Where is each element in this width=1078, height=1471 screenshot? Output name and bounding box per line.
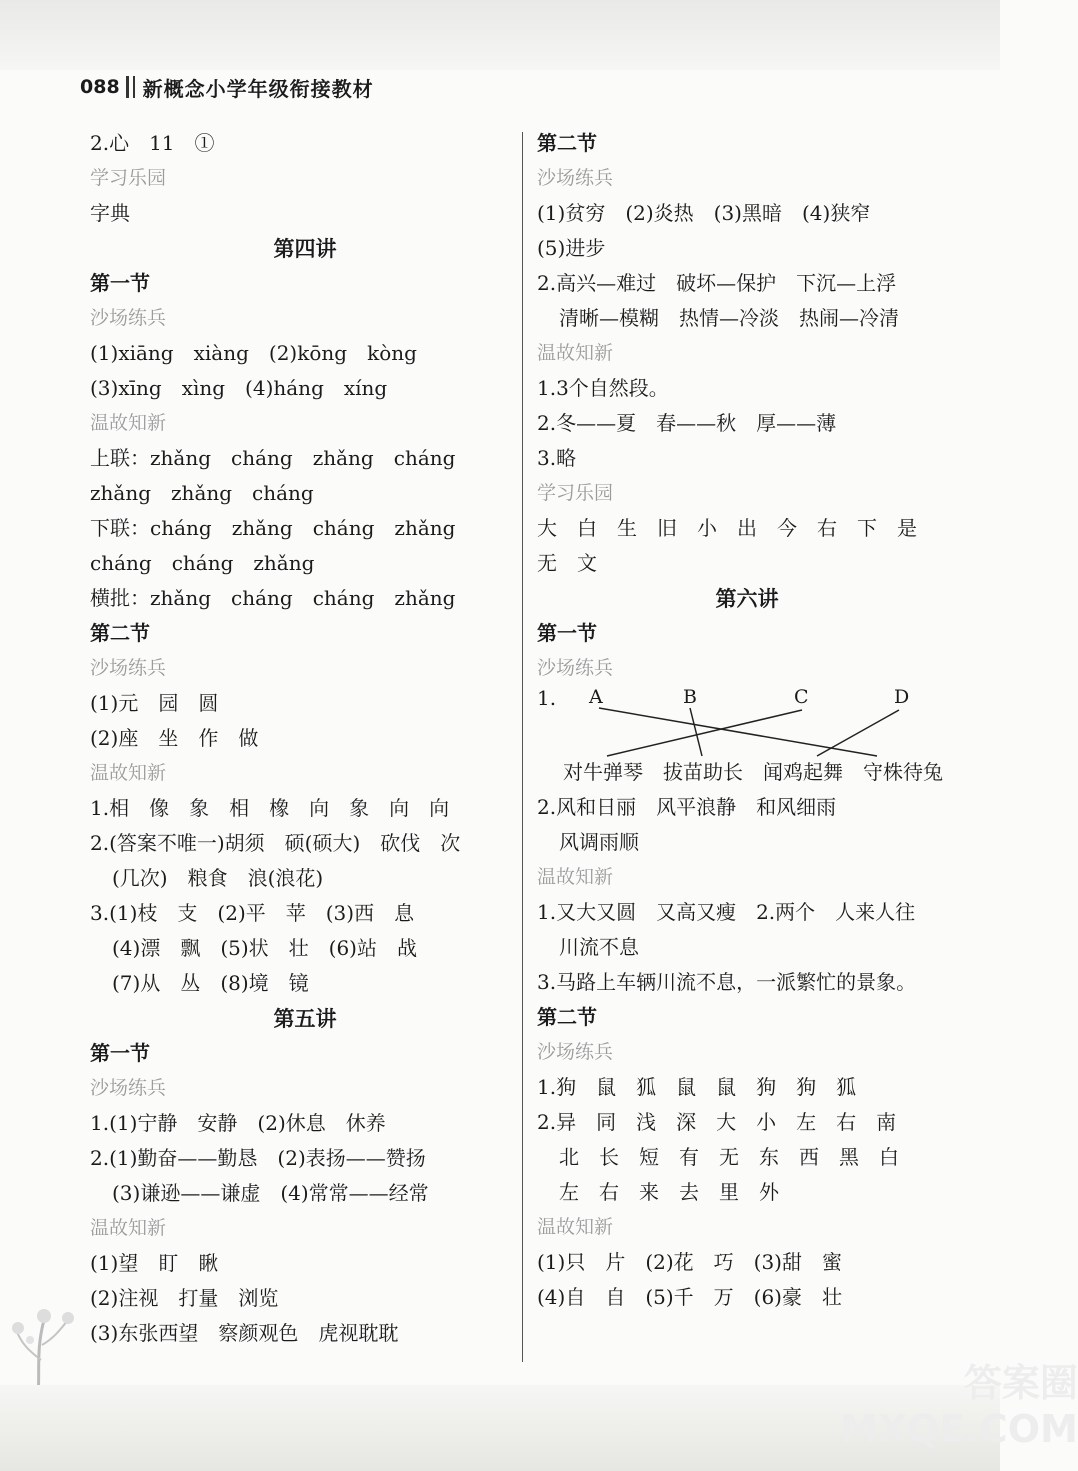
left-lines-line: (4)漂 飘 (5)状 壮 (6)站 战 — [112, 936, 417, 960]
right-top-line: 第二节 — [537, 131, 597, 155]
left-lines-line: 第五讲 — [273, 1006, 337, 1031]
right-top-line: 学习乐园 — [537, 482, 614, 504]
right-bottom-line: 1.狗 鼠 狐 鼠 鼠 狗 狗 狐 — [537, 1075, 857, 1099]
right-bottom-line: 温故知新 — [537, 1216, 614, 1238]
right-top-line: 无 文 — [537, 551, 597, 575]
left-lines-line: 第四讲 — [273, 236, 337, 261]
left-lines-line: (1)元 园 圆 — [90, 691, 219, 715]
right-top-line: 清晰—模糊 热情—冷淡 热闹—冷清 — [559, 306, 899, 330]
right-bottom-block — [537, 790, 957, 1315]
watermark-line2: MXQE.COM — [840, 1407, 1078, 1451]
right-bottom-line: 北 长 短 有 无 东 西 黑 白 — [559, 1145, 899, 1169]
top-decoration — [0, 0, 1000, 70]
right-top-line: 第一节 — [537, 621, 597, 645]
right-bottom-line: 2.风和日丽 风平浪静 和风细雨 — [537, 795, 837, 819]
left-lines-line: 第一节 — [90, 1041, 150, 1065]
left-lines-line: 2.心 11 ① — [90, 131, 215, 155]
right-top-line: 3.略 — [537, 446, 577, 470]
right-bottom-line: 2.异 同 浅 深 大 小 左 右 南 — [537, 1110, 897, 1134]
left-lines-line: (2)注视 打量 浏览 — [90, 1286, 279, 1310]
right-bottom-line: 左 右 来 去 里 外 — [559, 1180, 779, 1204]
left-lines-line: (1)xiāng xiàng (2)kōng kòng — [90, 341, 417, 365]
left-lines-line: 1.相 像 象 相 橡 向 象 向 向 — [90, 796, 450, 820]
header-divider — [126, 76, 129, 98]
left-lines-line: 3.(1)枝 支 (2)平 苹 (3)西 息 — [90, 901, 415, 925]
right-bottom-line: 风调雨顺 — [559, 830, 639, 854]
right-bottom-line: 3.马路上车辆川流不息，一派繁忙的景象。 — [537, 970, 917, 994]
right-top-line: 2.冬——夏 春——秋 厚——薄 — [537, 411, 837, 435]
right-bottom-line: 沙场练兵 — [537, 1041, 614, 1063]
right-top-line: 大 白 生 旧 小 出 今 右 下 是 — [537, 516, 917, 540]
right-top-line: (1)贫穷 (2)炎热 (3)黑暗 (4)狭窄 — [537, 201, 871, 225]
left-lines-line: 学习乐园 — [90, 167, 167, 189]
left-lines-line: 沙场练兵 — [90, 1077, 167, 1099]
left-lines-line: 横批：zhǎng cháng cháng zhǎng — [90, 586, 456, 610]
left-lines-line: 第二节 — [90, 621, 150, 645]
right-top-line: (5)进步 — [537, 236, 606, 260]
left-lines-line: cháng cháng zhǎng — [90, 551, 315, 575]
left-lines-line: 温故知新 — [90, 762, 167, 784]
book-title: 新概念小学年级衔接教材 — [142, 76, 374, 101]
watermark — [840, 1360, 1078, 1452]
left-lines-line: (1)望 盯 瞅 — [90, 1251, 219, 1275]
left-lines-line: (3)东张西望 察颜观色 虎视耽耽 — [90, 1321, 399, 1345]
left-lines-line: 上联：zhǎng cháng zhǎng cháng — [90, 446, 456, 470]
left-lines-line: (7)从 丛 (8)境 镜 — [112, 971, 309, 995]
right-top-line: 第六讲 — [715, 586, 779, 611]
idiom-matching-exercise — [537, 686, 957, 790]
right-bottom-line: 温故知新 — [537, 866, 614, 888]
tree-decoration-icon — [8, 1290, 88, 1400]
matching-index: 1. — [537, 686, 557, 710]
watermark-line1: 答案圈 — [963, 1361, 1078, 1405]
left-lines-line: 下联：cháng zhǎng cháng zhǎng — [90, 516, 456, 540]
left-lines-line: 2.(答案不唯一)胡须 硕(硕大) 砍伐 次 — [90, 831, 461, 855]
left-lines-line: 沙场练兵 — [90, 307, 167, 329]
left-lines-line: zhǎng zhǎng cháng — [90, 481, 314, 505]
right-bottom-line: (1)只 片 (2)花 巧 (3)甜 蜜 — [537, 1250, 842, 1274]
right-top-line: 1.3个自然段。 — [537, 376, 669, 400]
match-letter-d: D — [894, 686, 910, 708]
column-divider — [522, 132, 523, 1362]
page-header — [80, 70, 374, 104]
right-top-line: 2.高兴—难过 破坏—保护 下沉—上浮 — [537, 271, 897, 295]
right-bottom-line: (4)自 自 (5)千 万 (6)豪 壮 — [537, 1285, 842, 1309]
left-lines-line: (2)座 坐 作 做 — [90, 726, 259, 750]
right-column — [537, 126, 957, 1315]
match-letter-a: A — [589, 686, 603, 708]
header-divider-thin — [133, 76, 135, 98]
right-bottom-line: 川流不息 — [559, 935, 639, 959]
matching-lines — [537, 686, 957, 766]
match-letter-b: B — [683, 686, 697, 708]
left-lines-line: 沙场练兵 — [90, 657, 167, 679]
matching-idioms: 对牛弹琴 拔苗助长 闻鸡起舞 守株待兔 — [563, 760, 943, 784]
left-lines-line: (几次) 粮食 浪(浪花) — [112, 866, 324, 890]
right-top-line: 温故知新 — [537, 342, 614, 364]
left-lines-line: (3)谦逊——谦虚 (4)常常——经常 — [112, 1181, 429, 1205]
right-bottom-line: 1.又大又圆 又高又瘦 2.两个 人来人往 — [537, 900, 916, 924]
left-lines-line: 温故知新 — [90, 1217, 167, 1239]
left-lines-line: 1.(1)宁静 安静 (2)休息 休养 — [90, 1111, 386, 1135]
match-letter-c: C — [794, 686, 809, 708]
left-lines-line: (3)xīng xìng (4)háng xíng — [90, 376, 388, 400]
left-column — [90, 126, 520, 1351]
left-lines-line: 温故知新 — [90, 412, 167, 434]
right-top-block — [537, 126, 957, 686]
right-top-line: 沙场练兵 — [537, 167, 614, 189]
right-top-line: 沙场练兵 — [537, 657, 614, 679]
left-lines-line: 字典 — [90, 201, 130, 225]
right-bottom-line: 第二节 — [537, 1005, 597, 1029]
page-number: 088 — [80, 76, 120, 98]
left-lines-line: 2.(1)勤奋——勤恳 (2)表扬——赞扬 — [90, 1146, 426, 1170]
left-lines-line: 第一节 — [90, 271, 150, 295]
